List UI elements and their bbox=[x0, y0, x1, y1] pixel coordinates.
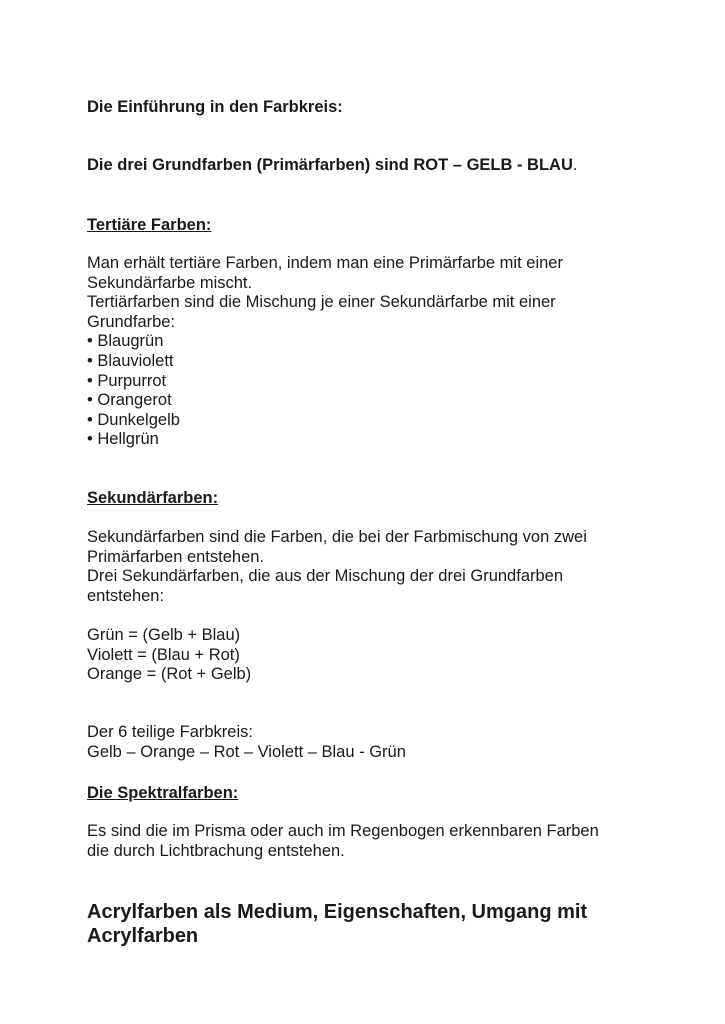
secondary-line: Sekundärfarben sind die Farben, die bei der Farbmischung von zwei bbox=[87, 528, 587, 546]
secondary-line: Primärfarben entstehen. bbox=[87, 547, 265, 566]
spectral-line: Es sind die im Prisma oder auch im Regenbogen erkennbaren Farben bbox=[87, 822, 599, 840]
primary-colors-statement bbox=[87, 155, 577, 175]
spectral-line: die durch Lichtbrachung entstehen. bbox=[87, 841, 345, 860]
mix-line: Orange = (Rot + Gelb) bbox=[87, 665, 252, 684]
secondary-mixes bbox=[87, 626, 647, 685]
primary-colors-text: Die drei Grundfarben (Primärfarben) sind ROT – GELB - BLAU bbox=[87, 156, 573, 174]
spectral-description bbox=[87, 822, 647, 861]
tertiary-list-item: • Purpurrot bbox=[87, 371, 167, 390]
tertiary-line: Man erhält tertiäre Farben, indem man eine Primärfarbe mit einer bbox=[87, 254, 563, 272]
acrylic-heading-line: Acrylfarben als Medium, Eigenschaften, Umgang mit bbox=[87, 901, 588, 923]
tertiary-line: Tertiärfarben sind die Mischung je einer Sekundärfarbe mit einer bbox=[87, 293, 556, 312]
tertiary-line: Grundfarbe: bbox=[87, 312, 176, 331]
tertiary-list-item: • Blaugrün bbox=[87, 332, 164, 351]
color-wheel-sequence: Gelb – Orange – Rot – Violett – Blau - Grün bbox=[87, 742, 406, 761]
acrylic-heading bbox=[87, 900, 627, 948]
tertiary-list-item: • Orangerot bbox=[87, 391, 172, 410]
color-wheel-title: Der 6 teilige Farbkreis: bbox=[87, 723, 253, 741]
secondary-heading: Sekundärfarben: bbox=[87, 489, 219, 507]
color-wheel-block bbox=[87, 723, 647, 762]
tertiary-list-item: • Dunkelgelb bbox=[87, 410, 180, 429]
secondary-description bbox=[87, 528, 647, 606]
tertiary-heading: Tertiäre Farben: bbox=[87, 216, 212, 234]
tertiary-list-item: • Hellgrün bbox=[87, 430, 159, 449]
primary-colors-period: . bbox=[572, 156, 578, 174]
tertiary-list-item: • Blauviolett bbox=[87, 351, 174, 370]
acrylic-heading-line: Acrylfarben bbox=[87, 925, 199, 947]
spectral-heading: Die Spektralfarben: bbox=[87, 784, 239, 802]
intro-heading: Die Einführung in den Farbkreis: bbox=[87, 98, 343, 116]
tertiary-description bbox=[87, 254, 647, 450]
secondary-line: entstehen: bbox=[87, 586, 165, 605]
mix-line: Violett = (Blau + Rot) bbox=[87, 645, 240, 664]
mix-line: Grün = (Gelb + Blau) bbox=[87, 626, 241, 644]
tertiary-line: Sekundärfarbe mischt. bbox=[87, 273, 253, 292]
secondary-line: Drei Sekundärfarben, die aus der Mischung der drei Grundfarben bbox=[87, 567, 564, 586]
